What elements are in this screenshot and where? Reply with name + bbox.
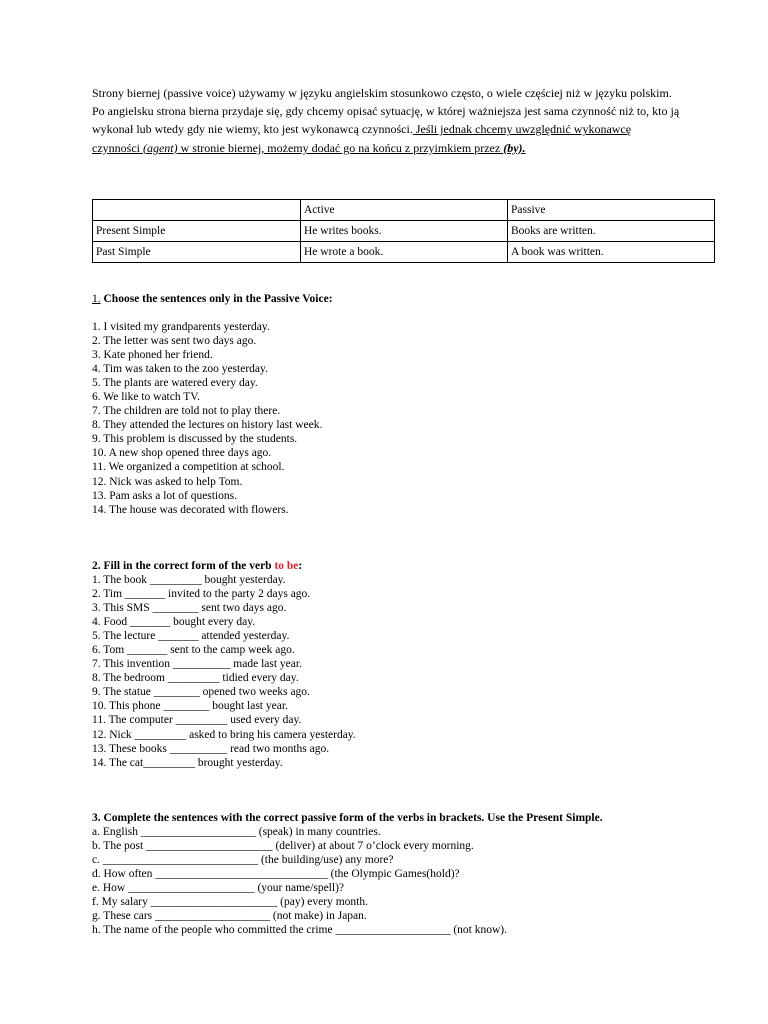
list-item: 7. This invention __________ made last year. xyxy=(92,658,302,671)
exercise-3-list xyxy=(92,825,603,937)
table-cell: A book was written. xyxy=(508,242,715,263)
list-item: f. My salary ______________________ (pay) every month. xyxy=(92,896,368,909)
list-item: 8. The bedroom _________ tidied every day. xyxy=(92,672,299,685)
list-item: 14. The house was decorated with flowers. xyxy=(92,503,289,516)
table-cell: He wrote a book. xyxy=(301,242,508,263)
exercise-1-list xyxy=(92,320,333,517)
list-item: c. ___________________________ (the building/use) any more? xyxy=(92,854,394,867)
list-item: 4. Tim was taken to the zoo yesterday. xyxy=(92,363,268,376)
list-item: 13. These books __________ read two months ago. xyxy=(92,742,330,755)
exercise-2-heading xyxy=(92,559,356,573)
list-item: 14. The cat_________ brought yesterday. xyxy=(92,756,283,769)
table-header-cell: Passive xyxy=(508,200,715,221)
by-term: (by). xyxy=(503,140,526,155)
list-item: 8. They attended the lectures on history last week. xyxy=(92,419,323,432)
table-row xyxy=(93,242,715,263)
list-item: 3. This SMS ________ sent two days ago. xyxy=(92,602,287,615)
exercise-2-colon: : xyxy=(298,560,303,572)
list-item: 1. The book _________ bought yesterday. xyxy=(92,574,286,586)
list-item: 7. The children are told not to play there. xyxy=(92,405,281,418)
list-item: 9. This problem is discussed by the students. xyxy=(92,433,298,446)
exercise-1-title: Choose the sentences only in the Passive Voice: xyxy=(100,293,333,305)
agent-term: (agent) xyxy=(142,140,178,155)
table-header-row xyxy=(93,200,715,221)
exercise-2-title: 2. Fill in the correct form of the verb xyxy=(92,560,275,572)
intro-part2: Jeśli jednak chcemy uwzględnić wykonawcę czynności (agent) w stronie biernej, możemy dodać go na końcu z przyimkiem przez (by). xyxy=(92,122,632,155)
list-item: 2. The letter was sent two days ago. xyxy=(92,335,257,348)
list-item: 5. The plants are watered every day. xyxy=(92,377,258,390)
exercise-3 xyxy=(92,811,603,937)
list-item: 13. Pam asks a lot of questions. xyxy=(92,489,238,502)
intro-paragraph xyxy=(92,84,682,157)
list-item: 11. The computer _________ used every day. xyxy=(92,714,302,727)
intro-text xyxy=(92,84,682,157)
table-header-cell xyxy=(93,200,301,221)
list-item: 2. Tim _______ invited to the party 2 days ago. xyxy=(92,588,311,601)
exercise-2-list xyxy=(92,573,356,770)
list-item: 12. Nick was asked to help Tom. xyxy=(92,475,243,488)
table-cell: Past Simple xyxy=(93,242,301,263)
list-item: 12. Nick _________ asked to bring his camera yesterday. xyxy=(92,728,356,741)
table-header-cell: Active xyxy=(301,200,508,221)
list-item: h. The name of the people who committed the crime ____________________ (not know). xyxy=(92,924,507,937)
list-item: 11. We organized a competition at school. xyxy=(92,461,285,474)
table-cell: Books are written. xyxy=(508,221,715,242)
exercise-1-heading xyxy=(92,292,333,306)
list-item: 4. Food _______ bought every day. xyxy=(92,616,256,629)
list-item: d. How often ______________________________ (the Olympic Games(hold)? xyxy=(92,868,460,881)
exercise-2-verb: to be xyxy=(274,560,299,572)
exercise-1 xyxy=(92,292,333,517)
exercise-3-heading: 3. Complete the sentences with the correct passive form of the verbs in brackets. Use the Present Simple. xyxy=(92,812,603,824)
table-cell: He writes books. xyxy=(301,221,508,242)
list-item: 10. This phone ________ bought last year. xyxy=(92,700,288,713)
list-item: 9. The statue ________ opened two weeks ago. xyxy=(92,686,310,699)
list-item: g. These cars ____________________ (not make) in Japan. xyxy=(92,910,367,923)
list-item: 5. The lecture _______ attended yesterday. xyxy=(92,630,290,643)
list-item: 10. A new shop opened three days ago. xyxy=(92,447,272,460)
list-item: 6. We like to watch TV. xyxy=(92,391,200,404)
list-item: 3. Kate phoned her friend. xyxy=(92,349,213,362)
table-row xyxy=(93,221,715,242)
table-cell: Present Simple xyxy=(93,221,301,242)
list-item: b. The post ______________________ (deliver) at about 7 o’clock every morning. xyxy=(92,840,474,853)
passive-voice-table xyxy=(92,199,715,263)
list-item: 6. Tom _______ sent to the camp week ago. xyxy=(92,644,295,657)
exercise-1-number: 1. xyxy=(92,293,101,305)
list-item: e. How ______________________ (your name/spell)? xyxy=(92,882,345,895)
exercise-2 xyxy=(92,559,356,770)
list-item: 1. I visited my grandparents yesterday. xyxy=(92,321,270,333)
intro-part1: Strony biernej (passive voice) używamy w języku angielskim stosunkowo często, o wiele częściej niż w języku polskim. Po angielsku strona bierna przydaje się, gdy chcemy opisać sytuację, w której ważniejsza jest sama czynność niż to, kto ją wykonał lub wtedy gdy nie wiemy, kto jest wykonawcą czynności. xyxy=(92,86,680,137)
list-item: a. English ____________________ (speak) in many countries. xyxy=(92,826,381,838)
